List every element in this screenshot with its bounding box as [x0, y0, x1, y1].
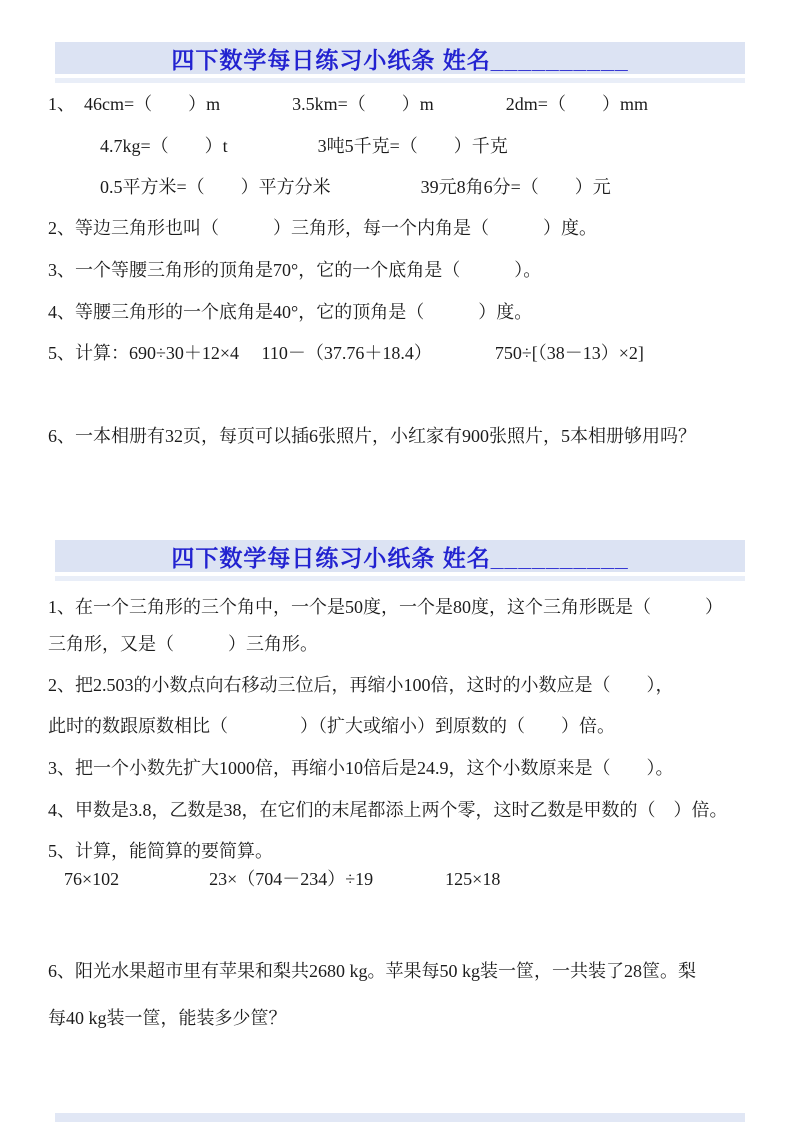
s1-q1-row3: 0.5平方米=（ ）平方分米 39元8角6分=（ ）元: [100, 177, 611, 197]
s2-q4: 4、甲数是3.8，乙数是38，在它们的末尾都添上两个零，这时乙数是甲数的（ ）倍。: [48, 800, 728, 820]
s2-q3: 3、把一个小数先扩大1000倍，再缩小10倍后是24.9，这个小数原来是（ ）。: [48, 758, 674, 778]
s2-q6-row1: 6、阳光水果超市里有苹果和梨共2680 kg。苹果每50 kg装一筐，一共装了28筐。梨: [48, 961, 696, 981]
s2-q1-row1: 1、在一个三角形的三个角中，一个是50度，一个是80度，这个三角形既是（ ）: [48, 597, 723, 617]
s1-q2: 2、等边三角形也叫（ ）三角形，每一个内角是（ ）度。: [48, 218, 597, 238]
section2-header-title: 四下数学每日练习小纸条 姓名__________: [171, 544, 629, 571]
s1-q6: 6、一本相册有32页，每页可以插6张照片，小红家有900张照片，5本相册够用吗？: [48, 426, 696, 446]
s2-q2-row2: 此时的数跟原数相比（ ）（扩大或缩小）到原数的（ ）倍。: [48, 716, 615, 736]
s2-q1-row2: 三角形，又是（ ）三角形。: [48, 634, 318, 654]
section1-header-title: 四下数学每日练习小纸条 姓名__________: [171, 46, 629, 73]
section1-header-band-strip: [55, 78, 745, 83]
s1-q1-row1: 1、 46cm=（ ）m 3.5km=（ ）m 2dm=（ ）mm: [48, 94, 648, 114]
s1-q5-calc-row: 5、计算：690÷30＋12×4 110－（37.76＋18.4） 750÷[（38－13）×2]: [48, 343, 644, 363]
section3-header-band-sliver: [55, 1113, 745, 1122]
s2-q5-label: 5、计算，能简算的要简算。: [48, 841, 273, 861]
s1-q3: 3、一个等腰三角形的顶角是70°，它的一个底角是（ ）。: [48, 260, 542, 280]
s1-q1-row2: 4.7kg=（ ）t 3吨5千克=（ ）千克: [100, 136, 508, 156]
section2-header-band-strip: [55, 576, 745, 581]
s2-q2-row1: 2、把2.503的小数点向右移动三位后，再缩小100倍，这时的小数应是（ ），: [48, 675, 674, 695]
section2-header-band: [55, 540, 745, 572]
s2-q6-row2: 每40 kg装一筐，能装多少筐？: [48, 1008, 287, 1028]
section1-header-band: [55, 42, 745, 74]
s2-q5-calc-row: 76×102 23×（704－234）÷19 125×18: [64, 869, 501, 889]
s1-q4: 4、等腰三角形的一个底角是40°，它的顶角是（ ）度。: [48, 302, 533, 322]
